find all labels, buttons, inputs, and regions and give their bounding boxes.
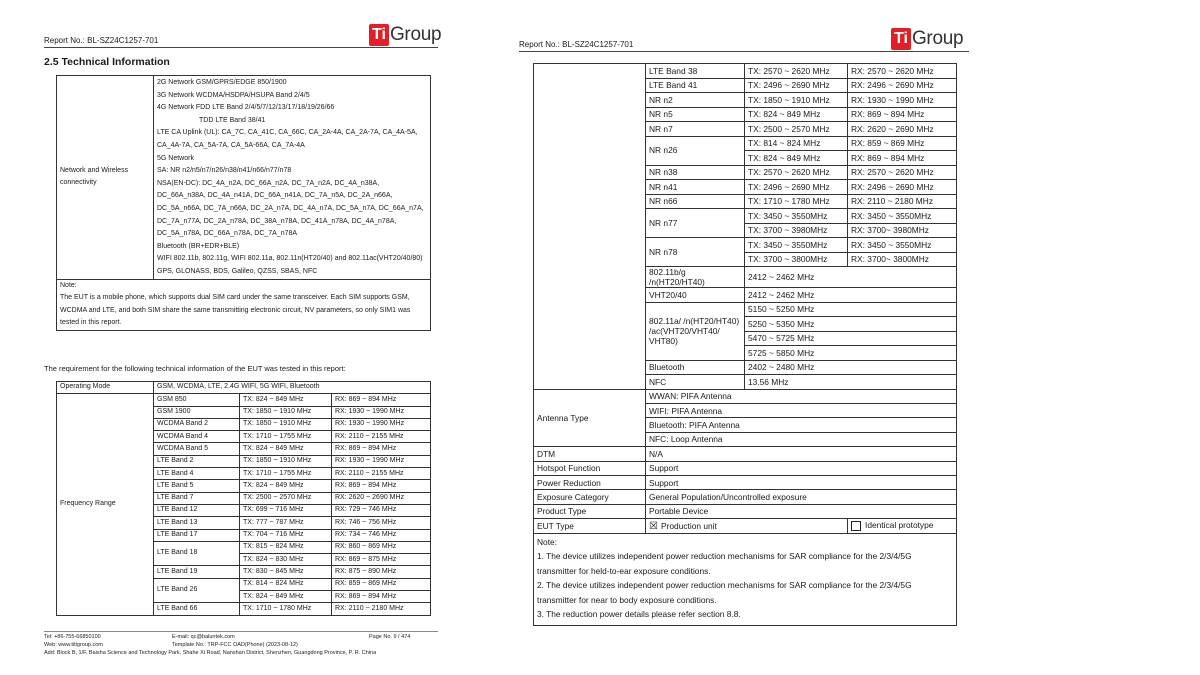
checkbox-checked-icon: ☒ (649, 520, 658, 532)
wifi-mode-label: 802.11b/g /n(HT20/HT40) (646, 267, 745, 288)
rx-range: RX: 2570 ~ 2620 MHz (848, 165, 957, 180)
footer-web: Web: www.titigroup.com (44, 642, 103, 648)
frequency-range-continued (534, 64, 646, 390)
wifi-mode-label: 802.11a/ /n(HT20/HT40) /ac(VHT20/VHT40/ VHT80) (646, 302, 745, 360)
note-line: Note: (537, 536, 558, 547)
wifi-frequency: 2402 ~ 2480 MHz (745, 360, 957, 375)
info-label: Hotspot Function (534, 461, 646, 475)
tx-range: TX: 2500 ~ 2570 MHz (240, 492, 332, 504)
notes-cell (534, 533, 957, 625)
footer-template: Template No.: TRP-FCC OAD(Phone) (2023-08-12) (172, 642, 298, 648)
band-name: WCDMA Band 5 (154, 443, 240, 455)
footer-email: E-mail: qc@baluntek.com (172, 634, 235, 640)
checkbox-icon (851, 521, 861, 531)
header-rule (519, 51, 969, 52)
wifi-frequency: 2412 ~ 2462 MHz (745, 267, 957, 288)
band-name: LTE Band 12 (154, 504, 240, 516)
header-rule (44, 47, 438, 48)
network-line: NSA(EN-DC): DC_4A_n2A, DC_66A_n2A, DC_7A_n2A, DC_4A_n38A, DC_66A_n38A, DC_4A_n41A, DC_66A_n41A, DC_7A_n5A, DC_2A_n66A, DC_5A_n66A, DC_7A_n66A, DC_2A_n7A, DC_4A_n7A, DC_5A_n7A, DC_66A_n7A, DC_7A_n77A, DC_2A_n78A, DC_38A_n78A, DC_41A_n78A, DC_4A_n78A, DC_5A_n78A, DC_66A_n78A, DC_7A_n78A (157, 179, 424, 238)
antenna-type-value: Bluetooth: PIFA Antenna (646, 418, 957, 432)
rx-range: RX: 1930 ~ 1990 MHz (848, 93, 957, 108)
note-line: 1. The device utilizes independent power reduction mechanisms for SAR compliance for the 2/3/4/5G transmitter for held-to-ear exposure conditions. (537, 551, 912, 576)
band-name: LTE Band 26 (154, 578, 240, 603)
logo-mark: Ti (891, 28, 911, 50)
band-name: LTE Band 7 (154, 492, 240, 504)
wifi-frequency: 5250 ~ 5350 MHz (745, 317, 957, 332)
info-row (534, 504, 957, 518)
rx-range: RX: 869 ~ 894 MHz (332, 443, 431, 455)
tx-range: TX: 1850 ~ 1910 MHz (240, 455, 332, 467)
tx-range: TX: 2570 ~ 2620 MHz (745, 64, 848, 79)
frequency-range-label: Frequency Range (57, 394, 154, 615)
rx-range: RX: 869 ~ 894 MHz (332, 394, 431, 406)
rx-range: RX: 729 ~ 746 MHz (332, 504, 431, 516)
info-label: DTM (534, 447, 646, 461)
wifi-frequency: 13.56 MHz (745, 375, 957, 390)
tx-range: TX: 824 ~ 849 MHz (745, 151, 848, 166)
rx-range: RX: 1930 ~ 1990 MHz (332, 418, 431, 430)
band-name: LTE Band 17 (154, 529, 240, 541)
wifi-frequency: 5725 ~ 5850 MHz (745, 346, 957, 361)
tx-range: TX: 814 ~ 824 MHz (240, 578, 332, 590)
network-line: SA: NR n2/n5/n7/n26/n38/n41/n66/n77/n78 (157, 167, 292, 175)
tx-range: TX: 815 ~ 824 MHz (240, 541, 332, 553)
rx-range: RX: 869 ~ 894 MHz (332, 480, 431, 492)
wifi-frequency: 5150 ~ 5250 MHz (745, 302, 957, 317)
rx-range: RX: 869 ~ 894 MHz (848, 151, 957, 166)
logo-text: Group (389, 24, 442, 45)
network-label: Network and Wireless connectivity (57, 76, 154, 280)
band-name: NR n38 (646, 165, 745, 180)
production-unit-label: Production unit (661, 520, 717, 531)
tx-range: TX: 1850 ~ 1910 MHz (240, 406, 332, 418)
footer-address: Add: Block B, 1/F, Baisha Science and Technology Park, Shahe Xi Road, Nanshan District, Shenzhen, Guangdong Province, P. R. China (44, 650, 377, 656)
continuation-table (533, 63, 957, 626)
network-line: 4G Network FDD LTE Band 2/4/5/7/12/13/17/18/19/26/66 (157, 104, 335, 112)
antenna-type-value: WIFI: PIFA Antenna (646, 404, 957, 418)
band-name: LTE Band 19 (154, 566, 240, 578)
antenna-type-label: Antenna Type (534, 389, 646, 447)
network-line: 2G Network GSM/GPRS/EDGE 850/1900 (157, 79, 287, 86)
company-logo (891, 28, 963, 50)
rx-range: RX: 2620 ~ 2690 MHz (332, 492, 431, 504)
band-name: WCDMA Band 4 (154, 431, 240, 443)
identical-prototype-label: Identical prototype (865, 520, 934, 531)
tx-range: TX: 3450 ~ 3550MHz (745, 209, 848, 224)
band-row (534, 64, 957, 79)
tx-range: TX: 1710 ~ 1780 MHz (745, 194, 848, 209)
band-name: NR n77 (646, 209, 745, 238)
antenna-type-value: NFC: Loop Antenna (646, 432, 957, 446)
rx-range: RX: 2110 ~ 2155 MHz (332, 468, 431, 480)
tx-range: TX: 777 ~ 787 MHz (240, 517, 332, 529)
tx-range: TX: 699 ~ 716 MHz (240, 504, 332, 516)
band-name: LTE Band 13 (154, 517, 240, 529)
right-page (490, 0, 990, 675)
rx-range: RX: 2620 ~ 2690 MHz (848, 122, 957, 137)
info-value: Support (646, 461, 957, 475)
band-name: NR n7 (646, 122, 745, 137)
report-number: Report No.: BL-SZ24C1257-701 (44, 36, 159, 45)
rx-range: RX: 3700~ 3800MHz (848, 252, 957, 267)
frequency-table (56, 381, 431, 616)
tx-range: TX: 830 ~ 845 MHz (240, 566, 332, 578)
logo-text: Group (911, 28, 964, 49)
band-name: GSM 1900 (154, 406, 240, 418)
info-row (534, 490, 957, 504)
band-name: GSM 850 (154, 394, 240, 406)
network-details (154, 76, 431, 280)
notes-row (534, 533, 957, 625)
note-line: 2. The device utilizes independent power reduction mechanisms for SAR compliance for the 2/3/4/5G transmitter for near to body exposure conditions. (537, 580, 912, 605)
network-line: LTE CA Uplink (UL): CA_7C, CA_41C, CA_66C, CA_2A-4A, CA_2A-7A, CA_4A-5A, CA_4A-7A, CA_5A-7A, CA_5A-66A, CA_7A-4A (157, 129, 418, 149)
wifi-mode-label: VHT20/40 (646, 288, 745, 303)
band-name: LTE Band 18 (154, 541, 240, 566)
wifi-frequency: 5470 ~ 5725 MHz (745, 331, 957, 346)
rx-range: RX: 2496 ~ 2690 MHz (848, 180, 957, 195)
band-name: WCDMA Band 2 (154, 418, 240, 430)
rx-range: RX: 869 ~ 875 MHz (332, 554, 431, 566)
operating-mode-label: Operating Mode (57, 382, 154, 394)
tx-range: TX: 3450 ~ 3550MHz (745, 238, 848, 253)
band-name: NR n66 (646, 194, 745, 209)
rx-range: RX: 2496 ~ 2690 MHz (848, 78, 957, 93)
rx-range: RX: 2110 ~ 2180 MHz (332, 603, 431, 615)
tx-range: TX: 2500 ~ 2570 MHz (745, 122, 848, 137)
band-name: LTE Band 2 (154, 455, 240, 467)
footer-page: Page No. 9 / 474 (369, 634, 411, 640)
info-label: Power Reduction (534, 476, 646, 490)
band-row (57, 394, 431, 406)
network-line: 3G Network WCDMA/HSDPA/HSUPA Band 2/4/5 (157, 91, 310, 99)
eut-type-row (534, 519, 957, 533)
rx-range: RX: 1930 ~ 1990 MHz (332, 406, 431, 418)
company-logo (369, 24, 441, 46)
network-line: WIFI 802.11b, 802.11g, WIFI 802.11a, 802.11n(HT20/40) and 802.11ac(VHT20/40/80) (157, 255, 423, 263)
rx-range: RX: 2110 ~ 2155 MHz (332, 431, 431, 443)
band-name: LTE Band 38 (646, 64, 745, 79)
band-name: NR n41 (646, 180, 745, 195)
tx-range: TX: 1850 ~ 1910 MHz (745, 93, 848, 108)
tx-range: TX: 2570 ~ 2620 MHz (745, 165, 848, 180)
tx-range: TX: 814 ~ 824 MHz (745, 136, 848, 151)
tx-range: TX: 2496 ~ 2690 MHz (745, 180, 848, 195)
info-value: Portable Device (646, 504, 957, 518)
eut-option-prototype (848, 519, 957, 533)
footer-tel: Tel: +86-755-66850100 (44, 634, 101, 640)
network-line: 5G Network (157, 154, 194, 162)
section-title: 2.5 Technical Information (44, 56, 170, 68)
rx-range: RX: 869 ~ 894 MHz (848, 107, 957, 122)
tx-range: TX: 3700 ~ 3800MHz (745, 252, 848, 267)
wifi-mode-label: Bluetooth (646, 360, 745, 375)
tx-range: TX: 824 ~ 849 MHz (240, 480, 332, 492)
band-name: LTE Band 41 (646, 78, 745, 93)
rx-range: RX: 875 ~ 890 MHz (332, 566, 431, 578)
tx-range: TX: 1850 ~ 1910 MHz (240, 418, 332, 430)
rx-range: RX: 2570 ~ 2620 MHz (848, 64, 957, 79)
antenna-type-value: WWAN: PIFA Antenna (646, 389, 957, 403)
wifi-frequency: 2412 ~ 2462 MHz (745, 288, 957, 303)
footer-rule (44, 631, 438, 632)
rx-range: RX: 734 ~ 746 MHz (332, 529, 431, 541)
network-line: GPS, GLONASS, BDS, Galileo, QZSS, SBAS, NFC (157, 267, 318, 275)
band-name: LTE Band 66 (154, 603, 240, 615)
info-value: N/A (646, 447, 957, 461)
eut-note: Note: The EUT is a mobile phone, which supports dual SIM card under the same transceiver. Each SIM supports GSM, WCDMA and LTE, and both SIM share the same transmitting electronic circuit, NV parameters, so only SIM1 was tested in this report. (57, 279, 431, 330)
eut-option-production (646, 519, 848, 533)
antenna-row (534, 389, 957, 403)
band-name: NR n78 (646, 238, 745, 267)
info-label: Exposure Category (534, 490, 646, 504)
rx-range: RX: 1930 ~ 1990 MHz (332, 455, 431, 467)
info-label: Product Type (534, 504, 646, 518)
eut-type-label: EUT Type (534, 519, 646, 533)
info-value: Support (646, 476, 957, 490)
info-value: General Population/Uncontrolled exposure (646, 490, 957, 504)
tx-range: TX: 3700 ~ 3980MHz (745, 223, 848, 238)
tx-range: TX: 1710 ~ 1755 MHz (240, 468, 332, 480)
rx-range: RX: 2110 ~ 2180 MHz (848, 194, 957, 209)
tx-range: TX: 824 ~ 849 MHz (240, 443, 332, 455)
tx-range: TX: 824 ~ 849 MHz (240, 591, 332, 603)
tx-range: TX: 824 ~ 849 MHz (745, 107, 848, 122)
band-name: LTE Band 5 (154, 480, 240, 492)
band-name: NR n26 (646, 136, 745, 165)
rx-range: RX: 3450 ~ 3550MHz (848, 238, 957, 253)
tx-range: TX: 1710 ~ 1780 MHz (240, 603, 332, 615)
logo-mark: Ti (369, 24, 389, 46)
band-name: NR n2 (646, 93, 745, 108)
rx-range: RX: 859 ~ 869 MHz (848, 136, 957, 151)
network-line: TDD LTE Band 38/41 (199, 116, 266, 124)
network-table (56, 75, 431, 331)
network-line: Bluetooth (BR+EDR+BLE) (157, 242, 240, 250)
left-page (0, 0, 480, 675)
tx-range: TX: 704 ~ 716 MHz (240, 529, 332, 541)
info-row (534, 476, 957, 490)
wifi-mode-label: NFC (646, 375, 745, 390)
tx-range: TX: 2496 ~ 2690 MHz (745, 78, 848, 93)
report-number: Report No.: BL-SZ24C1257-701 (519, 40, 634, 49)
info-row (534, 447, 957, 461)
rx-range: RX: 3450 ~ 3550MHz (848, 209, 957, 224)
band-name: NR n5 (646, 107, 745, 122)
info-row (534, 461, 957, 475)
rx-range: RX: 3700~ 3980MHz (848, 223, 957, 238)
band-name: LTE Band 4 (154, 468, 240, 480)
tx-range: TX: 824 ~ 849 MHz (240, 394, 332, 406)
rx-range: RX: 746 ~ 756 MHz (332, 517, 431, 529)
rx-range: RX: 859 ~ 869 MHz (332, 578, 431, 590)
note-line: 3. The reduction power details please refer section 8.8. (537, 609, 741, 620)
tx-range: TX: 824 ~ 830 MHz (240, 554, 332, 566)
tx-range: TX: 1710 ~ 1755 MHz (240, 431, 332, 443)
operating-mode-value: GSM, WCDMA, LTE, 2.4G WIFI, 5G WIFI, Bluetooth (154, 382, 431, 394)
rx-range: RX: 869 ~ 894 MHz (332, 591, 431, 603)
rx-range: RX: 860 ~ 869 MHz (332, 541, 431, 553)
requirement-intro: The requirement for the following technical information of the EUT was tested in this report: (44, 364, 346, 373)
